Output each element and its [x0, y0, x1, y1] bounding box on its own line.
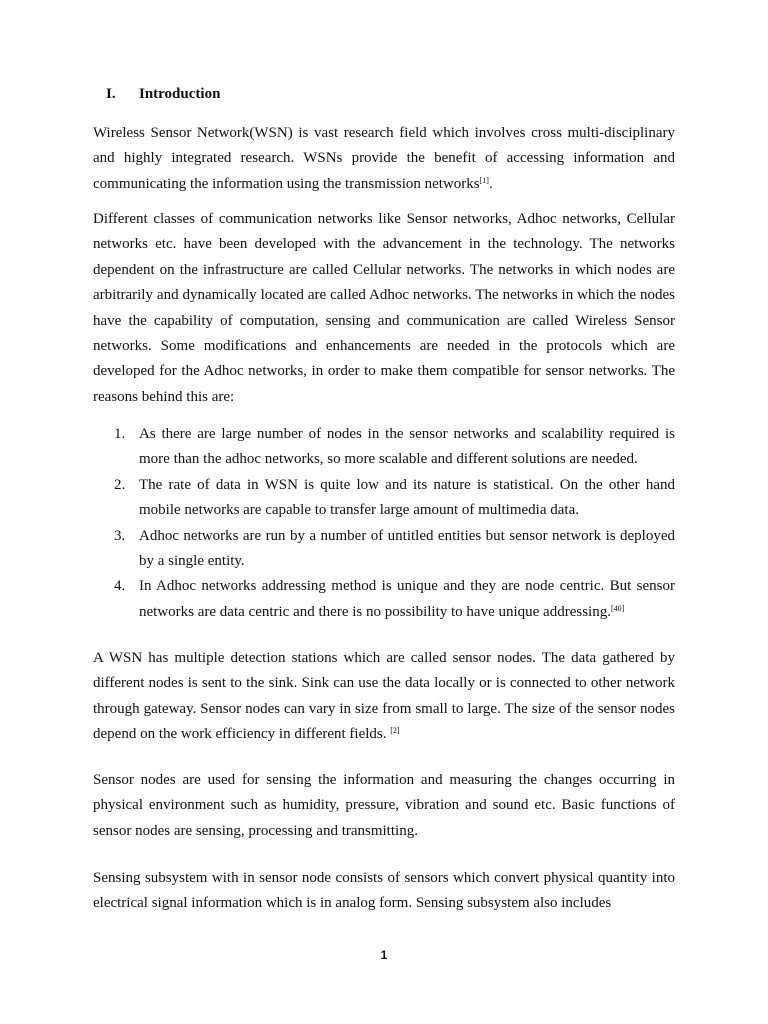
citation-40: [40]	[610, 603, 625, 613]
list-item-text: As there are large number of nodes in the sensor networks and scalability required is more than the adhoc networks, so more scalable and different solutions are needed.	[139, 426, 675, 468]
list-item-number: 2.	[114, 476, 126, 493]
page-number: 1	[380, 948, 388, 962]
list-item-number: 1.	[114, 426, 126, 442]
paragraph-3-text: A WSN has multiple detection stations which are called sensor nodes. The data gathered by different nodes is sent to the sink. Sink can use the data locally or is connected to other network through gateway. Sensor nodes can vary in size from small to large. The size of the sensor nodes depend on the work efficiency in different fields.	[93, 650, 675, 743]
section-title: Introduction	[139, 86, 221, 102]
reasons-list	[93, 422, 675, 625]
list-item-text: Adhoc networks are run by a number of untitled entities but sensor network is deployed by a single entity.	[139, 527, 675, 570]
paragraph-2: Different classes of communication networks like Sensor networks, Adhoc networks, Cellular networks etc. have been developed with the advancement in the technology. The networks dependent on the infrastructure are called Cellular networks. The networks in which nodes are arbitrarily and dynamically located are called Adhoc networks. The networks in which the nodes have the capability of computation, sensing and communication are called Wireless Sensor networks. Some modifications and enhancements are needed in the protocols which are developed for the Adhoc networks, in order to make them compatible for sensor networks. The reasons behind this are:	[93, 211, 675, 405]
list-item-number: 4.	[114, 578, 126, 595]
paragraph-5: Sensing subsystem with in sensor node consists of sensors which convert physical quantity into electrical signal information which is in analog form. Sensing subsystem also includes	[93, 870, 675, 912]
list-item	[93, 473, 675, 524]
list-item	[93, 574, 675, 625]
list-item	[93, 524, 675, 575]
paragraph-3	[93, 646, 675, 748]
list-item-text: In Adhoc networks addressing method is unique and they are node centric. But sensor networks are data centric and there is no possibility to have unique addressing.	[139, 578, 675, 620]
citation-1: [1]	[479, 175, 489, 185]
section-heading	[106, 86, 220, 103]
section-number: I.	[106, 86, 116, 102]
list-item	[93, 422, 675, 473]
paragraph-1	[93, 121, 675, 197]
citation-2: [2]	[390, 726, 400, 736]
paragraph-1-text: Wireless Sensor Network(WSN) is vast research field which involves cross multi-disciplinary and highly integrated research. WSNs provide the benefit of accessing information and communicating the information using the transmission networks	[93, 125, 675, 192]
list-item-number: 3.	[114, 527, 126, 544]
paragraph-1-end: .	[488, 175, 493, 192]
list-item-text: The rate of data in WSN is quite low and its nature is statistical. On the other hand mobile networks are capable to transfer large amount of multimedia data.	[139, 476, 675, 519]
paragraph-4: Sensor nodes are used for sensing the information and measuring the changes occurring in physical environment such as humidity, pressure, vibration and sound etc. Basic functions of sensor nodes are sensing, processing and transmitting.	[93, 772, 675, 839]
